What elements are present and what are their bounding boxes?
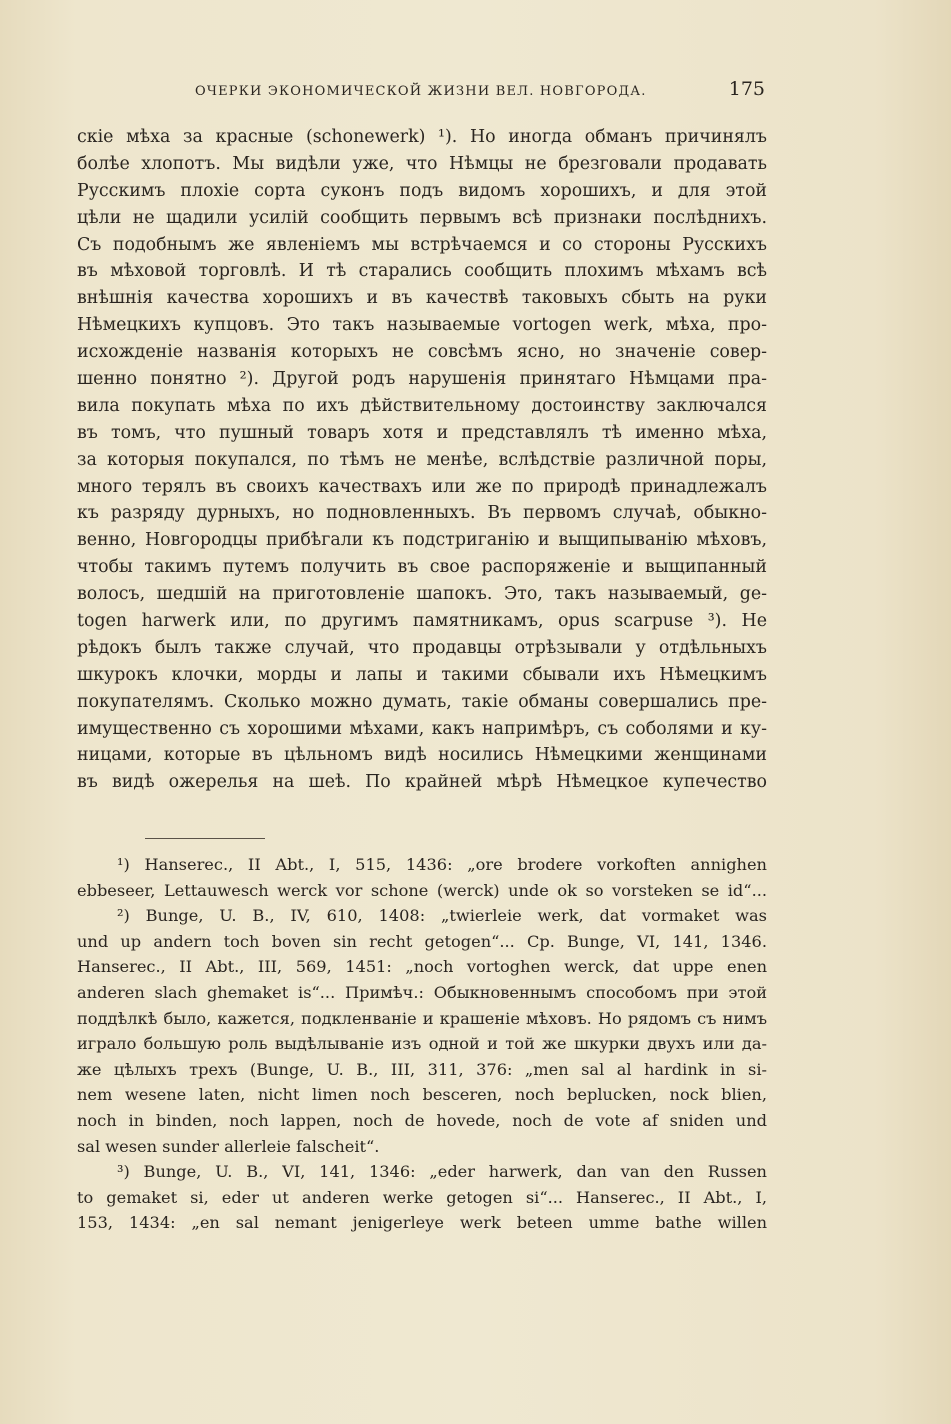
text-line: шкурокъ клочки, морды и лапы и такими сбывали ихъ Нѣмецкимъ bbox=[77, 664, 767, 685]
footnote-line: sal wesen sunder allerleie falscheit“. bbox=[77, 1136, 380, 1156]
text-line: шенно понятно ²). Другой родъ нарушенія принятаго Нѣмцами пра- bbox=[77, 369, 767, 390]
footnotes bbox=[77, 852, 767, 1236]
text-line: скіе мѣха за красные (schonewerk) ¹). Но иногда обманъ причинялъ bbox=[77, 127, 767, 147]
text-line: много терялъ въ своихъ качествахъ или же по природѣ принадлежалъ bbox=[77, 476, 767, 497]
footnote-line: to gemaket si, eder ut anderen werke getogen si“... Hanserec., II Abt., I, bbox=[77, 1187, 767, 1207]
footnote-line: поддѣлкѣ было, кажется, подкленваніе и крашеніе мѣховъ. Но рядомъ съ нимъ bbox=[77, 1008, 767, 1028]
text-line: къ разряду дурныхъ, но подновленныхъ. Въ первомъ случаѣ, обыкно- bbox=[77, 503, 767, 524]
footnote-line: ¹) Hanserec., II Abt., I, 515, 1436: „ore brodere vorkoften annighen bbox=[117, 855, 767, 874]
text-line: имущественно съ хорошими мѣхами, какъ напримѣръ, съ соболями и ку- bbox=[77, 718, 767, 739]
footnote-line: ²) Bunge, U. B., IV, 610, 1408: „twierleie werk, dat vormaket was bbox=[117, 906, 767, 926]
text-line: покупателямъ. Сколько можно думать, такіе обманы совершались пре- bbox=[77, 691, 767, 712]
footnote-line: ebbeseer, Lettauwesch werck vor schone (werck) unde ok so vorsteken se id“... bbox=[77, 880, 767, 900]
footnote-line: играло большую роль выдѣлываніе изъ одной и той же шкурки двухъ или да- bbox=[77, 1034, 767, 1054]
footnote-line: und up andern toch boven sin recht getogen“... Ср. Bunge, VI, 141, 1346. bbox=[77, 931, 767, 951]
text-line: вила покупать мѣха по ихъ дѣйствительному достоинству заключался bbox=[77, 395, 767, 416]
footnote-line: anderen slach ghemaket is“... Примѣч.: Обыкновеннымъ способомъ при этой bbox=[77, 982, 767, 1002]
text-line: исхожденіе названія которыхъ не совсѣмъ ясно, но значеніе совер- bbox=[77, 342, 767, 363]
footnote-rule bbox=[145, 838, 265, 839]
text-line: чтобы такимъ путемъ получить въ свое распоряженіе и выщипанный bbox=[77, 557, 767, 578]
page-number: 175 bbox=[728, 78, 765, 100]
text-line: Съ подобнымъ же явленіемъ мы встрѣчаемся и со стороны Русскихъ bbox=[77, 234, 767, 255]
text-line: въ видѣ ожерелья на шеѣ. По крайней мѣрѣ Нѣмецкое купечество bbox=[77, 772, 767, 793]
text-line: цѣли не щадили усилій сообщить первымъ всѣ признаки послѣднихъ. bbox=[77, 207, 767, 228]
text-line: togen harwerk или, по другимъ памятникамъ, opus scarpuse ³). Не bbox=[77, 611, 767, 632]
text-line: Нѣмецкихъ купцовъ. Это такъ называемые vortogen werk, мѣха, про- bbox=[77, 315, 767, 336]
text-line: венно, Новгородцы прибѣгали къ подстриганію и выщипыванію мѣховъ, bbox=[77, 530, 767, 551]
footnote bbox=[77, 852, 767, 903]
footnote-line: 153, 1434: „en sal nemant jenigerleye werk beteen umme bathe willen bbox=[77, 1213, 767, 1233]
page-header bbox=[195, 78, 765, 104]
footnote-line: nem wesene laten, nicht limen noch besceren, noch beplucken, nock blien, bbox=[77, 1085, 767, 1105]
text-line: болѣе хлопотъ. Мы видѣли уже, что Нѣмцы не брезговали продавать bbox=[77, 153, 767, 174]
main-text bbox=[77, 124, 767, 796]
text-line: ницами, которые въ цѣльномъ видѣ носились Нѣмецкими женщинами bbox=[77, 745, 767, 766]
footnote-line: же цѣлыхъ трехъ (Bunge, U. B., III, 311, 376: „men sal al hardink in si- bbox=[77, 1059, 767, 1079]
footnote-line: ³) Bunge, U. B., VI, 141, 1346: „eder harwerk, dan van den Russen bbox=[117, 1162, 767, 1182]
footnote-line: noch in binden, noch lappen, noch de hovede, noch de vote af sniden und bbox=[77, 1110, 767, 1130]
text-line: внѣшнія качества хорошихъ и въ качествѣ таковыхъ сбыть на руки bbox=[77, 288, 767, 309]
text-line: за которыя покупался, по тѣмъ не менѣе, вслѣдствіе различной поры, bbox=[77, 449, 767, 470]
text-line: въ мѣховой торговлѣ. И тѣ старались сообщить плохимъ мѣхамъ всѣ bbox=[77, 261, 767, 282]
text-line: волосъ, шедшій на приготовленіе шапокъ. Это, такъ называемый, ge- bbox=[77, 584, 767, 605]
running-title: ОЧЕРКИ ЭКОНОМИЧЕСКОЙ ЖИЗНИ ВЕЛ. НОВГОРОДА. bbox=[195, 84, 647, 99]
text-line: рѣдокъ былъ также случай, что продавцы отрѣзывали у отдѣльныхъ bbox=[77, 637, 767, 658]
text-line: въ томъ, что пушный товаръ хотя и представлялъ тѣ именно мѣха, bbox=[77, 422, 767, 443]
footnote bbox=[77, 1159, 767, 1236]
text-line: Русскимъ плохіе сорта суконъ подъ видомъ хорошихъ, и для этой bbox=[77, 180, 767, 201]
footnote bbox=[77, 903, 767, 1159]
footnote-line: Hanserec., II Abt., III, 569, 1451: „noch vortoghen werck, dat uppe enen bbox=[77, 957, 767, 977]
